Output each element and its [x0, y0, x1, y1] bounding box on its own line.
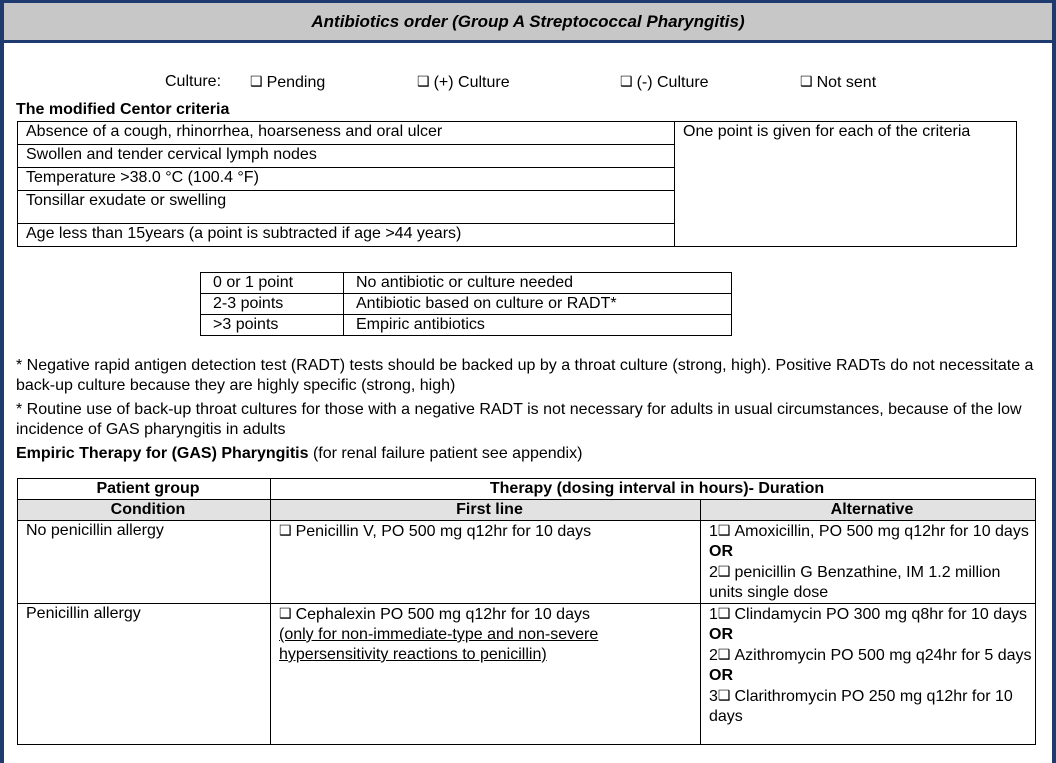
- header-alternative: Alternative: [701, 500, 1036, 521]
- culture-label: Culture:: [165, 73, 222, 90]
- alternative-cell: 1❑ Clindamycin PO 300 mg q8hr for 10 days OR 2❑ Azithromycin PO 500 mg q24hr for 5 days OR 3❑ Clarithromycin PO 250 mg q12hr for 10 days: [701, 604, 1036, 745]
- first-line-cell: ❑ Penicillin V, PO 500 mg q12hr for 10 days: [271, 521, 701, 604]
- centor-criterion: Age less than 15years (a point is subtracted if age >44 years): [18, 224, 675, 247]
- score-action: Antibiotic based on culture or RADT*: [344, 294, 732, 315]
- header-condition: Condition: [18, 500, 271, 521]
- empiric-suffix: (for renal failure patient see appendix): [308, 445, 583, 462]
- score-points: >3 points: [201, 315, 344, 336]
- culture-not-sent-checkbox[interactable]: ❑ Not sent: [800, 73, 877, 91]
- header-patient-group: Patient group: [18, 479, 271, 500]
- therapy-row: [18, 521, 1036, 604]
- checkbox-icon[interactable]: ❑: [717, 646, 731, 662]
- checkbox-icon[interactable]: ❑: [279, 522, 292, 538]
- culture-pending-checkbox[interactable]: ❑ Pending: [250, 73, 326, 91]
- checkbox-icon: ❑: [417, 73, 430, 89]
- score-points: 2-3 points: [201, 294, 344, 315]
- condition-cell: Penicillin allergy: [18, 604, 271, 745]
- first-line-cell: ❑ Cephalexin PO 500 mg q12hr for 10 days (only for non-immediate-type and non-severe hypersensitivity reactions to penicillin): [271, 604, 701, 745]
- checkbox-icon[interactable]: ❑: [717, 605, 731, 621]
- checkbox-icon: ❑: [800, 73, 813, 89]
- score-table: [200, 272, 732, 336]
- culture-positive-checkbox[interactable]: ❑ (+) Culture: [417, 73, 510, 91]
- score-row: [201, 273, 732, 294]
- centor-criterion: Tonsillar exudate or swelling: [18, 191, 675, 224]
- centor-criterion: Temperature >38.0 °C (100.4 °F): [18, 168, 675, 191]
- page-title: Antibiotics order (Group A Streptococcal Pharyngitis): [311, 11, 745, 31]
- header-therapy: Therapy (dosing interval in hours)- Duration: [271, 479, 1036, 500]
- centor-criterion: Absence of a cough, rhinorrhea, hoarseness and oral ulcer: [18, 122, 675, 145]
- condition-cell: No penicillin allergy: [18, 521, 271, 604]
- score-points: 0 or 1 point: [201, 273, 344, 294]
- checkbox-icon[interactable]: ❑: [717, 522, 731, 538]
- checkbox-icon: ❑: [620, 73, 633, 89]
- centor-criterion: Swollen and tender cervical lymph nodes: [18, 145, 675, 168]
- centor-heading: The modified Centor criteria: [16, 101, 230, 118]
- centor-note: One point is given for each of the criteria: [675, 122, 1017, 247]
- checkbox-icon[interactable]: ❑: [717, 687, 731, 703]
- empiric-heading-line: [16, 444, 1036, 464]
- score-row: [201, 315, 732, 336]
- empiric-heading: Empiric Therapy for (GAS) Pharyngitis: [16, 445, 309, 462]
- culture-negative-checkbox[interactable]: ❑ (-) Culture: [620, 73, 709, 91]
- note-radt: * Negative rapid antigen detection test (RADT) tests should be backed up by a throat culture (strong, high). Positive RADTs do not necessitate a back-up culture because they are highly specific (strong, high): [16, 357, 1034, 394]
- score-action: No antibiotic or culture needed: [344, 273, 732, 294]
- therapy-row: [18, 604, 1036, 745]
- centor-table: [17, 121, 1017, 247]
- score-action: Empiric antibiotics: [344, 315, 732, 336]
- score-row: [201, 294, 732, 315]
- checkbox-icon[interactable]: ❑: [717, 563, 731, 579]
- header-first-line: First line: [271, 500, 701, 521]
- note-adults: * Routine use of back-up throat cultures for those with a negative RADT is not necessary for adults in usual circumstances, because of the low incidence of GAS pharyngitis in adults: [16, 401, 1022, 438]
- checkbox-icon: ❑: [250, 73, 263, 89]
- first-line-note: (only for non-immediate-type and non-severe hypersensitivity reactions to penicillin): [279, 626, 599, 663]
- checkbox-icon[interactable]: ❑: [279, 605, 292, 621]
- alternative-cell: 1❑ Amoxicillin, PO 500 mg q12hr for 10 days OR 2❑ penicillin G Benzathine, IM 1.2 million units single dose: [701, 521, 1036, 604]
- therapy-table: [17, 478, 1036, 745]
- page-title-bar: [4, 3, 1052, 43]
